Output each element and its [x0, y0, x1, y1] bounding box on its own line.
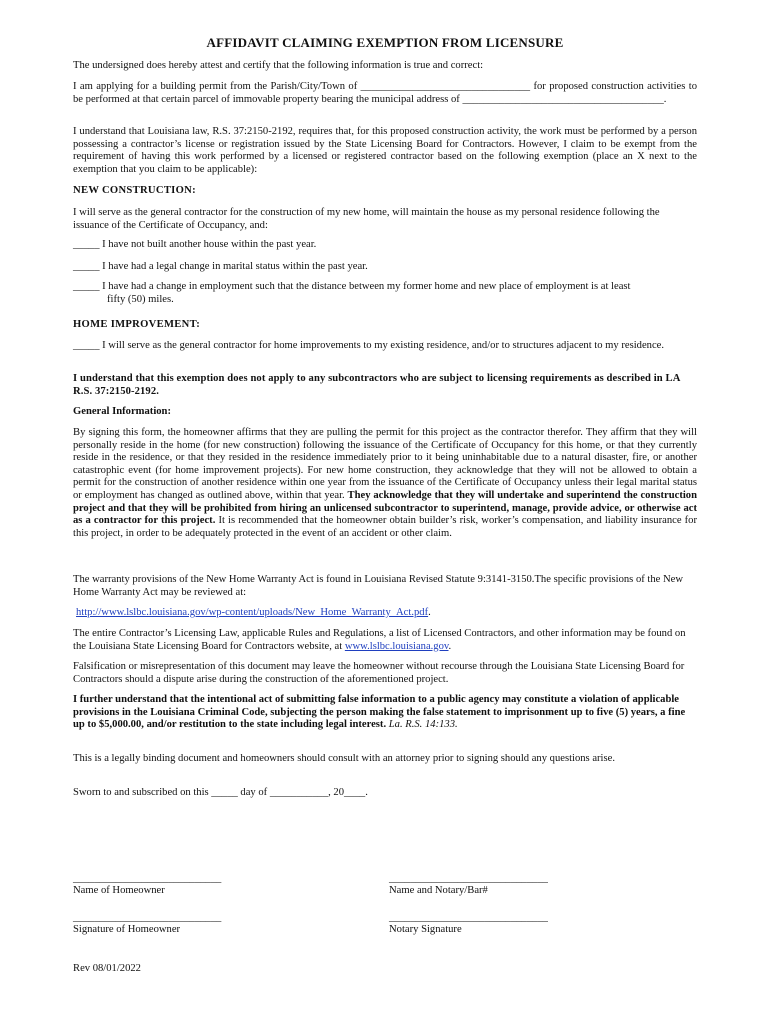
acknowledgement-bold: They acknowledge that they will undertake and superintend the construction project and that they will be prohibited from hiring an unlicensed subcontractor to superintend, manage, provide advice, or otherwise act as a contractor for this project.	[73, 489, 697, 527]
legally-binding-paragraph: This is a legally binding document and homeowners should consult with an attorney prior to signing should any questions arise.	[73, 753, 615, 764]
notary-signature-block	[389, 912, 548, 937]
new-construction-text: I will serve as the general contractor for the construction of my new home, will maintain the house as my personal residence following the issuance of the Certificate of Occupancy, and:	[73, 207, 660, 231]
general-info-text: By signing this form, the homeowner affirms that they are pulling the permit for this project as the contractor therefor. They affirm that they will personally reside in the home (for new construction) following the issuance of the Certificate of Occupancy for this home, or that they currently reside in the residence, or that they resided in the residence immediately prior to it being uninhabitable due to a natural disaster, fire, or another catastrophic event (for home improvement projects). For new home construction, they acknowledge that they will not be allowed to obtain a permit for the construction of another residence within one year from the issuance of the Certificate of Occupancy unless their legal marital status or employment has changed as outlined above, within that year.	[73, 427, 697, 501]
home-improvement-text: _____ I will serve as the general contractor for home improvements to my existing residence, and/or to structures adjacent to my residence.	[73, 340, 664, 351]
insurance-recommendation: It is recommended that the homeowner obtain builder’s risk, worker’s compensation, and liability insurance for this project, in order to be adequately protected in the event of an accident or other claim.	[73, 515, 697, 539]
warranty-act-link[interactable]: http://www.lslbc.louisiana.gov/wp-content/uploads/New_Home_Warranty_Act.pdf	[76, 607, 429, 618]
notary-name-line[interactable]: ______________________________	[389, 873, 548, 884]
homeowner-signature-line[interactable]: ____________________________	[73, 912, 222, 923]
warranty-paragraph: The warranty provisions of the New Home Warranty Act is found in Louisiana Revised Statute 9:3141-3150.The specific provisions of the New Home Warranty Act may be reviewed at:	[73, 574, 684, 598]
option-no-other-house	[73, 239, 633, 252]
revision-date: Rev 08/01/2022	[73, 963, 141, 974]
criminal-code-citation: La. R.S. 14:133.	[388, 719, 458, 731]
permit-application-paragraph: I am applying for a building permit from the Parish/City/Town of ________________________________ for proposed construction activities to be performed at that certain parcel of immovable property bearing the municipal address of ______________________________________.	[73, 81, 697, 105]
sworn-statement: Sworn to and subscribed on this _____ day of ___________, 20____.	[73, 787, 368, 798]
homeowner-name-line[interactable]: ____________________________	[73, 873, 222, 884]
homeowner-name-block	[73, 873, 221, 898]
contractors-law-paragraph	[73, 628, 697, 653]
option-employment-change	[73, 281, 633, 306]
home-improvement-heading: HOME IMPROVEMENT:	[73, 319, 201, 330]
general-info-heading: General Information:	[73, 406, 171, 417]
notary-name-label: Name and Notary/Bar#	[389, 885, 488, 896]
falsification-paragraph: Falsification or misrepresentation of this document may leave the homeowner without recourse through the Louisiana State Licensing Board for Contractors should a dispute arise during the construction of the aforementioned project.	[73, 661, 685, 685]
notary-signature-label: Notary Signature	[389, 924, 462, 935]
intro-paragraph: The undersigned does hereby attest and certify that the following information is true and correct:	[73, 60, 484, 71]
link-period: .	[448, 640, 452, 652]
louisiana-law-paragraph: I understand that Louisiana law, R.S. 37:2150-2192, requires that, for this proposed construction activity, the work must be performed by a person possessing a contractor’s license or registration issued by the State Licensing Board for Contractors. However, I claim to be exempt from the requirement of having this work performed by a licensed or registered contractor based on the following exemption (place an X next to the exemption that you claim to be applicable):	[73, 126, 697, 175]
homeowner-signature-block	[73, 912, 221, 937]
lslbc-website-link[interactable]: www.lslbc.louisiana.gov	[344, 640, 449, 652]
general-info-paragraph	[73, 427, 697, 540]
new-construction-heading: NEW CONSTRUCTION:	[73, 185, 196, 196]
contractors-law-text: The entire Contractor’s Licensing Law, applicable Rules and Regulations, a list of Licensed Contractors, and other information may be found on the Louisiana State Licensing Board for Contractors website, at	[73, 628, 686, 652]
homeowner-name-label: Name of Homeowner	[73, 885, 165, 896]
option-label: _____ I have had a change in employment such that the distance between my former home and new place of employment is at least fifty (50) miles.	[73, 281, 631, 305]
notary-signature-line[interactable]: ______________________________	[389, 912, 548, 923]
option-label: _____ I have not built another house within the past year.	[73, 239, 317, 250]
subcontractor-notice: I understand that this exemption does not apply to any subcontractors who are subject to licensing requirements as described in LA R.S. 37:2150-2192.	[73, 373, 680, 397]
homeowner-signature-label: Signature of Homeowner	[73, 924, 181, 935]
link-period: .	[428, 607, 431, 618]
document-title: AFFIDAVIT CLAIMING EXEMPTION FROM LICENSURE	[206, 35, 564, 50]
option-label: _____ I have had a legal change in marital status within the past year.	[73, 261, 368, 272]
warranty-link-line	[76, 607, 700, 620]
notary-name-block	[389, 873, 548, 898]
criminal-notice-bold: I further understand that the intentional act of submitting false information to a public agency may constitute a violation of applicable provisions in the Louisiana Criminal Code, subjecting the person making the false statement to imprisonment up to five (5) years, a fine up to $5,000.00, and/or restitution to the state including legal interest.	[73, 694, 686, 731]
option-marital-change	[73, 261, 633, 274]
criminal-notice-paragraph	[73, 694, 697, 732]
